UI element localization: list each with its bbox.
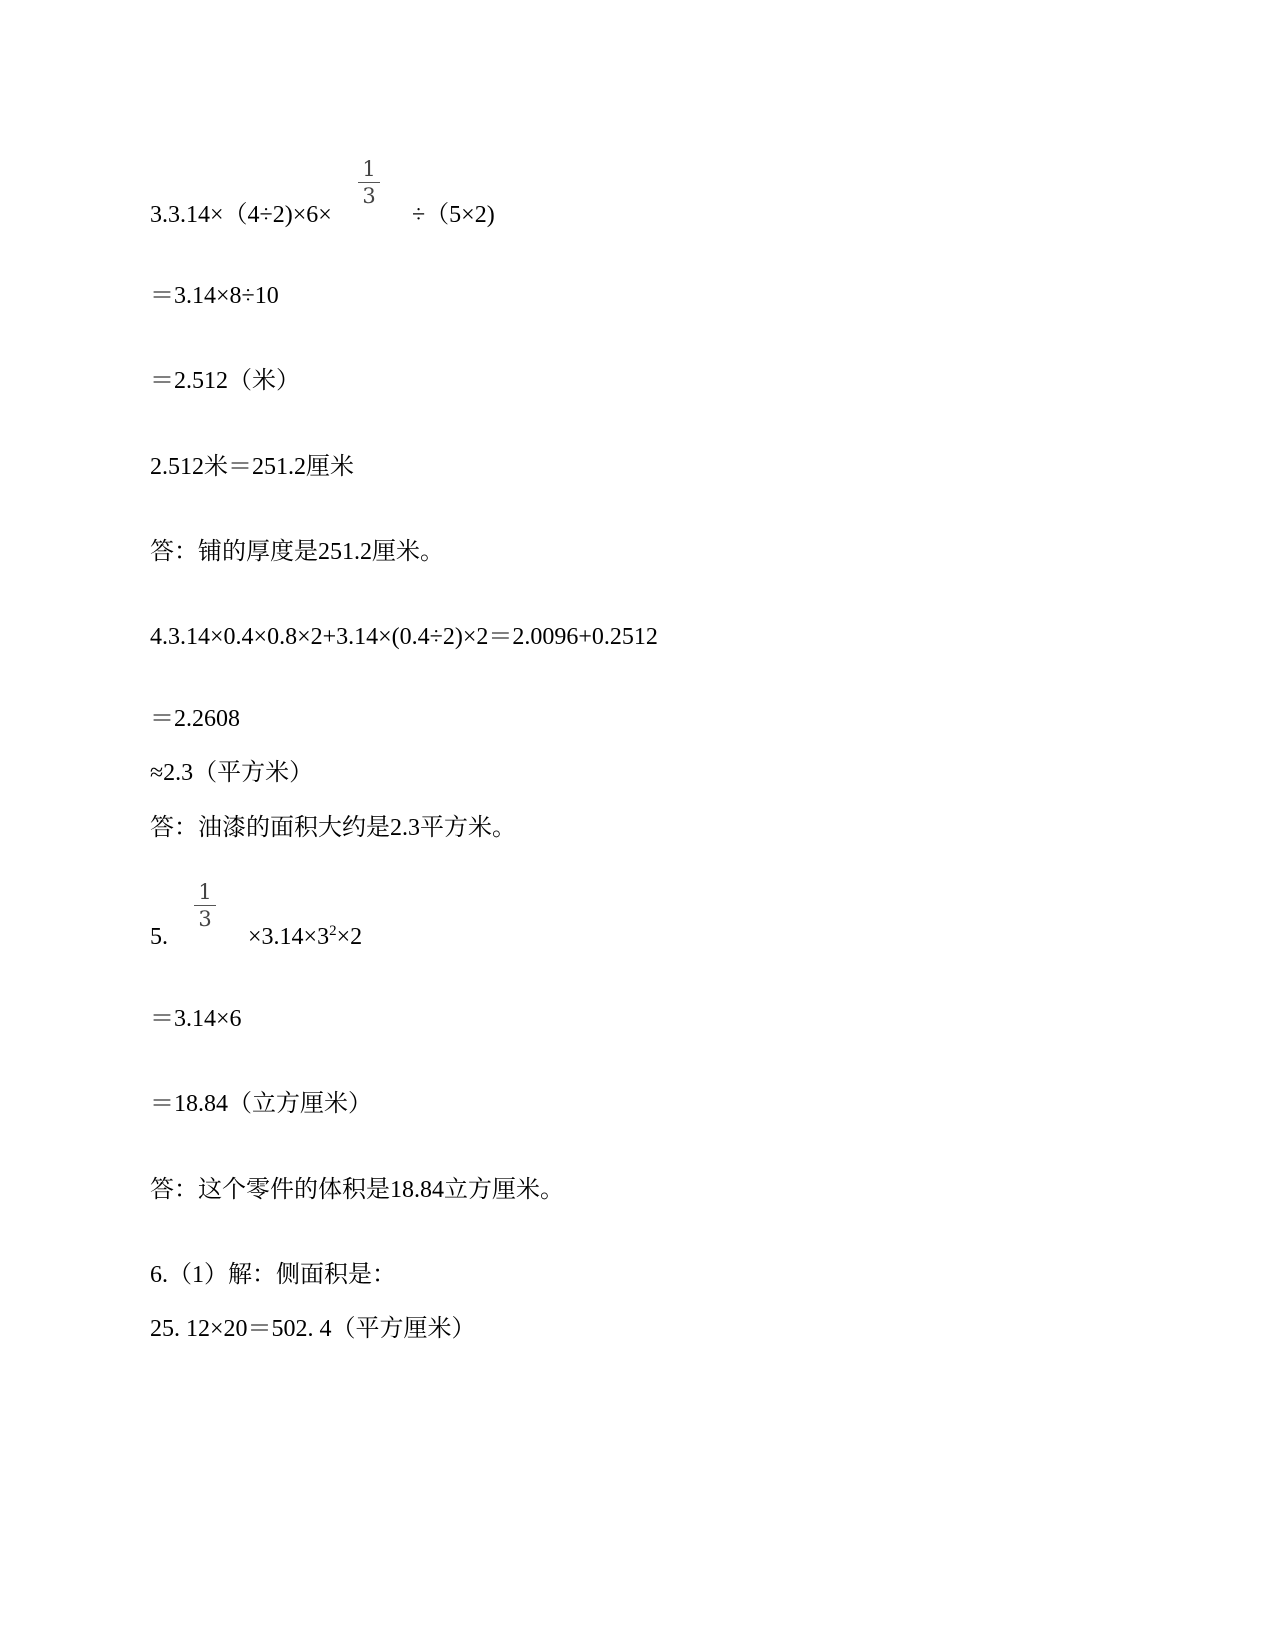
fraction-denominator: 3 bbox=[198, 907, 212, 931]
fraction-numerator: 1 bbox=[198, 880, 212, 904]
solution-5-expr-tail: ×2 bbox=[336, 924, 363, 950]
fraction-bar bbox=[358, 182, 380, 183]
solution-3-line-4: 2.512米＝251.2厘米 bbox=[150, 454, 354, 480]
fraction-denominator: 3 bbox=[362, 184, 376, 208]
solution-3-line-3: ＝2.512（米） bbox=[150, 368, 300, 394]
solution-5-number bbox=[150, 922, 168, 952]
solution-3-answer: 答：铺的厚度是251.2厘米。 bbox=[150, 539, 444, 565]
fraction-one-third bbox=[194, 880, 216, 931]
solution-3-line-1 bbox=[150, 200, 332, 230]
solution-5-expr: ×3.14×3 bbox=[248, 924, 330, 950]
solution-5-label: 5. bbox=[150, 924, 168, 950]
solution-6-line-1: 25. 12×20＝502. 4（平方厘米） bbox=[150, 1316, 476, 1342]
solution-3-line-1-right bbox=[412, 200, 495, 230]
fraction-one-third bbox=[358, 157, 380, 208]
solution-3-expr-right: ÷（5×2) bbox=[412, 202, 495, 228]
solution-5-line-2: ＝3.14×6 bbox=[150, 1006, 242, 1032]
solution-5-answer: 答：这个零件的体积是18.84立方厘米。 bbox=[150, 1177, 564, 1203]
fraction-bar bbox=[194, 905, 216, 906]
solution-5-line-3: ＝18.84（立方厘米） bbox=[150, 1091, 372, 1117]
fraction-numerator: 1 bbox=[362, 157, 376, 181]
solution-4-line-1: 4.3.14×0.4×0.8×2+3.14×(0.4÷2)×2＝2.0096+0.2512 bbox=[150, 624, 658, 650]
exponent: 2 bbox=[329, 923, 337, 939]
solution-4-answer: 答：油漆的面积大约是2.3平方米。 bbox=[150, 815, 516, 841]
solution-5-line-1 bbox=[248, 922, 362, 952]
solution-6-heading: 6.（1）解：侧面积是： bbox=[150, 1262, 396, 1288]
solution-4-line-2: ＝2.2608 bbox=[150, 706, 240, 732]
solution-3-expr-left: 3.3.14×（4÷2)×6× bbox=[150, 202, 332, 228]
solution-4-line-3: ≈2.3（平方米） bbox=[150, 760, 314, 786]
solution-3-line-2: ＝3.14×8÷10 bbox=[150, 283, 279, 309]
